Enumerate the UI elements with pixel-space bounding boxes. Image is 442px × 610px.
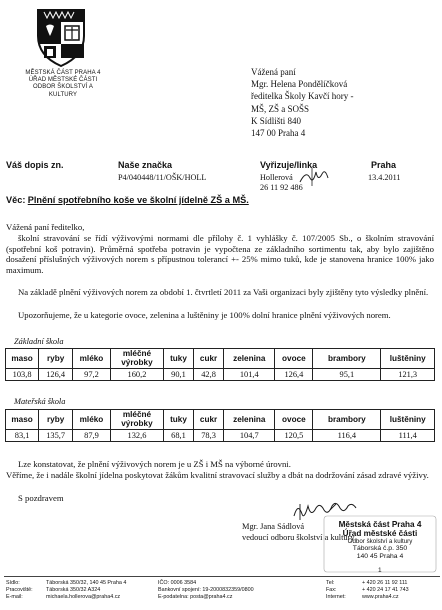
table-cell: 160,2 [110, 368, 163, 380]
table-row [6, 429, 435, 441]
header-cell: cukr [194, 349, 224, 369]
org-line-2: ÚŘAD MĚSTSKÉ ČÁSTI [28, 77, 98, 84]
table-cell: 111,4 [381, 429, 435, 441]
header-cell: ryby [39, 410, 73, 430]
footer-col-3-values [362, 580, 409, 602]
table-cell: 116,4 [313, 429, 381, 441]
handler-phone: 26 11 92 486 [260, 183, 303, 192]
handler-label: Vyřizuje/linka [260, 160, 318, 170]
table-cell: 83,1 [6, 429, 39, 441]
table-header-row [6, 410, 435, 430]
subject-label: Věc: [6, 195, 26, 205]
footer-col-1-labels [6, 580, 33, 602]
stamp-text [322, 520, 438, 560]
footer-value: Táborská 350/32, 140 45 Praha 4 [46, 580, 127, 586]
closing: S pozdravem [18, 493, 64, 503]
stamp-line-3: Odbor školství a kultury [347, 538, 413, 545]
stamp-line-1: Městská část Praha 4 [338, 520, 422, 529]
header-cell: ovoce [275, 410, 313, 430]
header-cell: ryby [39, 349, 73, 369]
organization-name [4, 70, 122, 99]
table-cell: 42,8 [194, 368, 224, 380]
footer-label: Internet: [326, 594, 346, 601]
paragraph-1: školní stravování se řídí výživovými normami dle přílohy č. 1 vyhlášky č. 107/2005 Sb., o školním stravování (spotřební koš potravin). Průměrná spotřeba potravin je vypočtena ze základního sortimentu tak, aby bylo zajištěno dosažení příslušných výživových norem s přípustnou tolerancí +- 25% mimo tuků, kde je stanovena hranice 100% jako maximum. [6, 233, 434, 275]
table-cell: 126,4 [275, 368, 313, 380]
handler-signature-icon [298, 166, 330, 188]
header-cell: mléčné výrobky [110, 349, 163, 369]
table-cell: 135,7 [39, 429, 73, 441]
addressee-greeting: Vážená paní [251, 67, 296, 77]
coat-of-arms-logo [30, 6, 92, 68]
table-cell: 103,8 [6, 368, 39, 380]
header-cell: ovoce [275, 349, 313, 369]
footer-col-1-values [46, 580, 126, 602]
org-line-1: MĚSTSKÁ ČÁST PRAHA 4 [25, 70, 101, 76]
header-cell: tuky [163, 349, 193, 369]
header-cell: mléko [73, 349, 111, 369]
header-cell: brambory [313, 349, 381, 369]
addressee-line: ředitelka Školy Kavčí hory - [251, 91, 354, 102]
subject-line [6, 195, 249, 205]
table-cell: 68,1 [163, 429, 193, 441]
header-cell: brambory [313, 410, 381, 430]
footer-divider [4, 576, 440, 577]
table-cell: 90,1 [163, 368, 193, 380]
header-cell: luštěniny [381, 349, 435, 369]
table-cell: 126,4 [39, 368, 73, 380]
zs-results-table [5, 348, 435, 381]
our-ref-value: P4/040448/11/OŠK/HOLL [118, 173, 207, 182]
header-cell: maso [6, 410, 39, 430]
our-ref-label: Naše značka [118, 160, 173, 170]
header-cell: mléko [73, 410, 111, 430]
table-cell: 101,4 [224, 368, 275, 380]
footer-label: Pracoviště: [6, 587, 33, 594]
addressee-line: MŠ, ZŠ a SOŠS [251, 103, 310, 114]
zs-table-label: Základní škola [14, 337, 64, 346]
footer-col-2 [158, 580, 254, 602]
header-cell: tuky [163, 410, 193, 430]
paragraph-5: Věříme, že i nadále školní jídelna poskytovat žákům kvalitní stravovací služby a dbát na dodržování zásad zdravé výživy. [6, 470, 429, 480]
stamp-line-5: 140 45 Praha 4 [356, 552, 404, 560]
footer-value: michaela.hollerova@praha4.cz [46, 594, 121, 601]
table-row [6, 368, 435, 380]
your-ref-label: Váš dopis zn. [6, 160, 64, 170]
paragraph-3: Upozorňujeme, že u kategorie ovoce, zelenina a luštěniny je 100% dolní hranice plnění výživových norem. [18, 310, 391, 320]
footer-value: www.praha4.cz [362, 594, 399, 601]
stamp-line-2: Úřad městské části [342, 529, 418, 538]
org-line-3: ODBOR ŠKOLSTVÍ A [33, 84, 93, 91]
our-ref-block [118, 160, 206, 183]
letter-date: 13.4.2011 [368, 173, 401, 182]
footer-value: IČO: 0006 3584 [158, 580, 197, 586]
footer-label: Tel: [326, 580, 335, 586]
addressee-line: K Sídlišti 840 [251, 115, 302, 126]
ms-results-table [5, 409, 435, 442]
table-cell: 104,7 [224, 429, 275, 441]
footer-value: + 420 26 11 92 111 [362, 580, 408, 586]
footer-value: Bankovní spojení: 19-2000832359/0800 [158, 587, 254, 594]
footer-value: Táborská 350/32 A324 [46, 587, 101, 594]
footer-value: E-podatelna: posta@praha4.cz [158, 594, 233, 601]
header-cell: mléčné výrobky [110, 410, 163, 430]
signatory-name: Mgr. Jana Sádlová [242, 522, 305, 531]
table-cell: 87,9 [73, 429, 111, 441]
table-cell: 97,2 [73, 368, 111, 380]
addressee-line: 147 00 Praha 4 [251, 128, 306, 139]
footer-col-3-labels [326, 580, 346, 602]
subject-text: Plnění spotřebního koše ve školní jídelně ZŠ a MŠ. [27, 195, 249, 205]
header-cell: maso [6, 349, 39, 369]
signatory-title: vedoucí odboru školství a kultury [242, 532, 355, 542]
table-cell: 78,3 [194, 429, 224, 441]
header-cell: zelenina [224, 349, 275, 369]
paragraph-4: Lze konstatovat, že plnění výživových norem je u ZŠ i MŠ na výborné úrovni. [18, 459, 291, 469]
table-cell: 95,1 [313, 368, 381, 380]
table-cell: 132,6 [110, 429, 163, 441]
handler-name: Hollerová [260, 173, 293, 182]
table-header-row [6, 349, 435, 369]
header-cell: luštěniny [381, 410, 435, 430]
ms-table-label: Mateřská škola [14, 397, 66, 406]
footer-label: Sídlo: [6, 580, 20, 586]
footer-label: Fax: [326, 587, 337, 594]
stamp-line-4: Táborská č.p. 350 [352, 545, 408, 552]
footer-label: E-mail: [6, 594, 23, 601]
paragraph-2: Na základě plnění výživových norem za období 1. čtvrtletí 2011 za Vaši organizaci byly zjištěny tyto výsledky plnění. [18, 287, 429, 297]
salutation: Vážená paní ředitelko, [6, 222, 85, 232]
stamp-number: 1 [378, 567, 382, 574]
date-block [368, 160, 400, 183]
place-label: Praha [371, 160, 397, 170]
addressee-block [251, 66, 353, 139]
table-cell: 121,3 [381, 368, 435, 380]
org-line-4: KULTURY [48, 91, 78, 98]
header-cell: cukr [194, 410, 224, 430]
addressee-line: Mgr. Helena Pondělíčková [251, 79, 348, 90]
table-cell: 120,5 [275, 429, 313, 441]
header-cell: zelenina [224, 410, 275, 430]
footer-value: + 420 24 17 41 743 [362, 587, 409, 594]
